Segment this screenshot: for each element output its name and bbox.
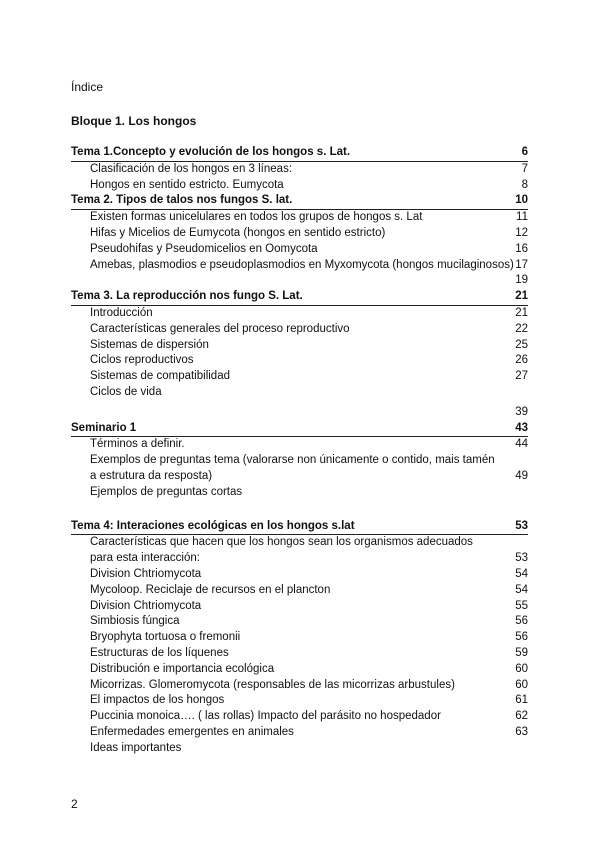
toc-entry[interactable]	[71, 567, 528, 583]
toc-entry-label: Características generales del proceso reproductivo	[90, 322, 350, 335]
toc-entry[interactable]	[71, 258, 528, 274]
toc-entry-label: Ciclos de vida	[90, 385, 162, 398]
toc-entry-label: Mycoloop. Reciclaje de recursos en el plancton	[90, 583, 331, 596]
toc-tema-4[interactable]	[71, 519, 528, 536]
toc-page-number: 12	[515, 226, 528, 239]
toc-entry[interactable]	[71, 226, 528, 242]
toc-page-number: 27	[515, 370, 528, 383]
toc-heading-text: Tema 3. La reproducción nos fungo S. Lat.	[71, 290, 303, 303]
toc-page-number: 44	[515, 438, 528, 451]
toc-orphan-page[interactable]	[71, 273, 528, 289]
toc-page-number: 21	[515, 290, 528, 303]
toc-entry[interactable]	[71, 353, 528, 369]
toc-tema-1[interactable]	[71, 145, 528, 162]
toc-entry[interactable]	[71, 583, 528, 599]
toc-page-number: 16	[515, 242, 528, 255]
toc-page-number: 53	[515, 519, 528, 532]
index-title: Índice	[71, 80, 104, 94]
toc-entry[interactable]	[71, 725, 528, 741]
toc-page-number: 19	[515, 274, 528, 287]
toc-entry-label: Ciclos reproductivos	[90, 354, 194, 367]
toc-entry[interactable]	[71, 741, 528, 757]
toc-entry-label: Hongos en sentido estricto. Eumycota	[90, 178, 284, 191]
toc-entry-label: Introducción	[90, 306, 153, 319]
toc-page-number: 63	[515, 725, 528, 738]
toc-entry-label: Amebas, plasmodios e pseudoplasmodios en Myxomycota (hongos mucilaginosos)	[90, 258, 514, 271]
toc-entry-label: Sistemas de compatibilidad	[90, 370, 230, 383]
spacer	[71, 501, 528, 519]
toc-entry[interactable]	[71, 322, 528, 338]
toc-entry-label: Division Chtriomycota	[90, 567, 202, 580]
toc-page-number: 56	[515, 631, 528, 644]
toc-entry-label: Distribución e importancia ecológica	[90, 662, 275, 675]
toc-entry[interactable]	[71, 242, 528, 258]
toc-heading-text: Tema 1.Concepto y evolución de los hongos s. Lat.	[71, 146, 351, 158]
block-title: Bloque 1. Los hongos	[71, 114, 197, 128]
toc-page-number: 61	[515, 694, 528, 707]
toc-heading-text: Seminario 1	[71, 421, 137, 434]
toc-entry[interactable]	[71, 646, 528, 662]
toc-entry-label: Clasificación de los hongos en 3 líneas:	[90, 162, 293, 175]
toc-page-number: 25	[515, 338, 528, 351]
toc-page-number: 56	[515, 615, 528, 628]
toc-page-number: 26	[515, 354, 528, 367]
toc-entry[interactable]	[71, 178, 528, 194]
toc-entry[interactable]	[71, 369, 528, 385]
toc-page-number: 60	[515, 662, 528, 675]
toc-page-number: 11	[516, 211, 528, 224]
toc-page-number: 8	[521, 178, 528, 191]
toc-entry[interactable]	[71, 662, 528, 678]
toc-entry-label: Ejemplos de preguntas cortas	[90, 485, 243, 498]
toc-entry-label: Existen formas unicelulares en todos los grupos de hongos s. Lat	[90, 211, 423, 224]
toc-entry-label: Puccinia monoica…. ( las rollas) Impacto del parásito no hospedador	[90, 710, 441, 723]
toc-entry[interactable]	[71, 338, 528, 354]
toc-entry[interactable]	[71, 385, 528, 401]
toc-entry-label: Estructuras de los líquenes	[90, 646, 229, 659]
toc-page-number: 39	[515, 405, 528, 418]
toc-entry[interactable]	[71, 614, 528, 630]
toc-entry-label: Características que hacen que los hongos sean los organismos adecuados para esta interacción:	[90, 536, 473, 565]
toc-entry-label: Ideas importantes	[90, 741, 182, 754]
toc-tema-2[interactable]	[71, 193, 528, 210]
toc-entry[interactable]	[71, 485, 528, 501]
toc-entry[interactable]	[71, 693, 528, 709]
toc-entry-label: Enfermedades emergentes en animales	[90, 725, 294, 738]
toc-page-number: 22	[515, 322, 528, 335]
toc-page-number: 49	[515, 469, 528, 482]
toc-page-number: 10	[515, 194, 528, 207]
toc-entry[interactable]	[71, 437, 528, 453]
toc-page-number: 54	[515, 583, 528, 596]
toc-page-number: 55	[515, 599, 528, 612]
toc-heading-text: Tema 4: Interaciones ecológicas en los hongos s.lat	[71, 519, 355, 532]
toc-page-number: 6	[521, 146, 528, 158]
toc-entry-label: Bryophyta tortuosa o fremonii	[90, 631, 241, 644]
toc-heading-text: Tema 2. Tipos de talos nos fungos S. lat.	[71, 194, 293, 207]
toc-entry-label: Exemplos de preguntas tema (valorarse non únicamente o contido, mais tamén a estrutura da resposta)	[90, 454, 495, 482]
toc-page-number: 43	[515, 421, 528, 434]
toc-entry-label: El impactos de los hongos	[90, 694, 225, 707]
toc-entry[interactable]	[71, 306, 528, 322]
toc-tema-3[interactable]	[71, 289, 528, 306]
toc-entry-label: Pseudohifas y Pseudomicelios en Oomycota	[90, 242, 318, 255]
toc-entry[interactable]	[71, 630, 528, 646]
table-of-contents	[71, 145, 528, 756]
toc-page-number: 53	[515, 552, 528, 565]
toc-page-number: 60	[515, 678, 528, 691]
toc-entry-label: Términos a definir.	[90, 438, 185, 451]
toc-seminario-1[interactable]	[71, 421, 528, 438]
page-number: 2	[71, 797, 78, 811]
toc-entry[interactable]	[71, 453, 528, 485]
toc-orphan-page[interactable]	[71, 405, 528, 421]
toc-page-number: 17	[515, 258, 528, 271]
toc-page-number: 59	[515, 646, 528, 659]
toc-page-number: 21	[515, 306, 528, 319]
toc-entry[interactable]	[71, 535, 528, 567]
toc-page-number: 54	[515, 567, 528, 580]
toc-page-number: 62	[515, 710, 528, 723]
toc-entry-label: Hifas y Micelios de Eumycota (hongos en sentido estricto)	[90, 226, 386, 239]
toc-entry[interactable]	[71, 599, 528, 615]
toc-entry-label: Division Chtriomycota	[90, 599, 202, 612]
toc-entry-label: Sistemas de dispersión	[90, 338, 209, 351]
toc-entry-label: Micorrizas. Glomeromycota (responsables de las micorrizas arbustules)	[90, 678, 455, 691]
toc-entry[interactable]	[71, 678, 528, 694]
toc-entry[interactable]	[71, 210, 528, 226]
toc-entry[interactable]	[71, 709, 528, 725]
toc-entry[interactable]	[71, 162, 528, 178]
toc-page-number: 7	[521, 162, 528, 175]
toc-entry-label: Simbiosis fúngica	[90, 615, 180, 628]
